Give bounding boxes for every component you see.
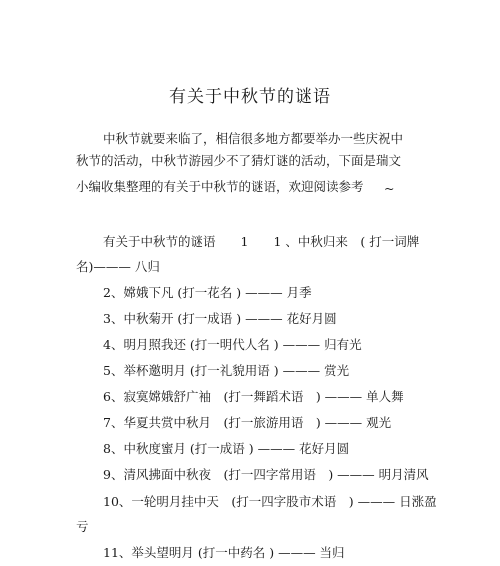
riddle-line-1-cont: 名)——— 八归 [76, 259, 160, 274]
intro-line-3: 小编收集整理的有关于中秋节的谜语，欢迎阅读参考 [76, 179, 364, 194]
riddle-line-10: 10、一轮明月挂中天 (打一四字股市术语 ) ——— 日涨盈 [103, 494, 437, 509]
riddle-line-5: 5、举杯邀明月 (打一礼貌用语 ) ——— 赏光 [103, 363, 350, 378]
riddle-line-4: 4、明月照我还 (打一明代人名 ) ——— 归有光 [103, 337, 362, 352]
intro-line-1: 中秋节就要来临了，相信很多地方都要举办一些庆祝中 [103, 131, 404, 146]
riddle-line-8: 8、中秋度蜜月 (打一成语 ) ——— 花好月圆 [103, 441, 350, 456]
riddle-line-9: 9、清风拂面中秋夜 (打一四字常用语 ) ——— 明月清风 [103, 467, 429, 482]
intro-tilde: ~ [384, 181, 395, 196]
intro-line-2: 秋节的活动，中秋节游园少不了猜灯谜的活动，下面是瑞文 [76, 153, 402, 168]
riddle-line-11: 11、举头望明月 (打一中药名 ) ——— 当归 [103, 545, 345, 560]
riddle-line-10-cont: 亏 [76, 519, 89, 534]
riddle-line-7: 7、华夏共赏中秋月 (打一旅游用语 ) ——— 观光 [103, 415, 392, 430]
riddle-line-3: 3、中秋菊开 (打一成语 ) ——— 花好月圆 [103, 311, 337, 326]
riddle-line-1: 有关于中秋节的谜语 1 1 、中秋归来 ( 打一词牌 [103, 234, 420, 249]
riddle-line-6: 6、寂寞嫦娥舒广袖 (打一舞蹈术语 ) ——— 单人舞 [103, 389, 404, 404]
riddle-line-2: 2、嫦娥下凡 (打一花名 ) ——— 月季 [103, 285, 312, 300]
page-title: 有关于中秋节的谜语 [169, 87, 331, 107]
